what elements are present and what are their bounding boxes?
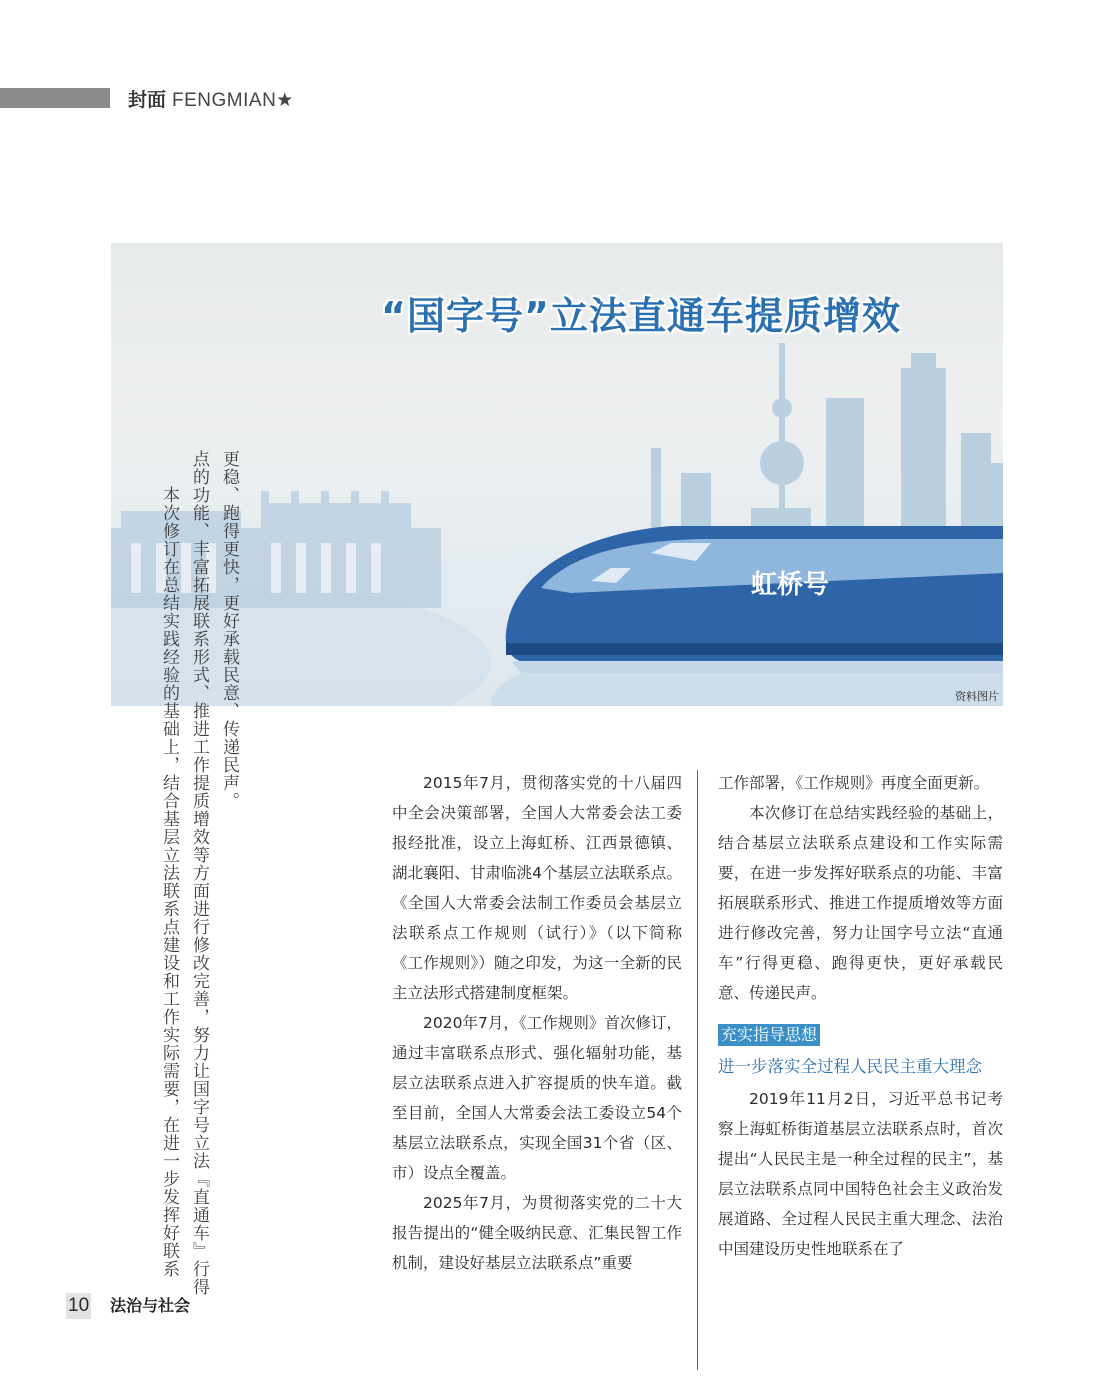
column-divider	[697, 770, 698, 1370]
paragraph: 2025年7月，为贯彻落实党的二十大报告提出的“健全吸纳民意、汇集民智工作机制，建设好基层立法联系点”重要	[392, 1194, 682, 1272]
section-title: 进一步落实全过程人民民主重大理念	[718, 1057, 982, 1076]
summary-line-3: 更稳、跑得更快，更好承载民意、传递民声。	[219, 450, 239, 810]
body-column-2	[718, 768, 1003, 1264]
cover-illustration	[111, 243, 1003, 706]
paragraph-continued: 工作部署，《工作规则》再度全面更新。	[718, 774, 990, 792]
journal-name: 法治与社会	[110, 1296, 191, 1315]
body-column-1	[392, 768, 682, 1278]
paragraph: 2019年11月2日，习近平总书记考察上海虹桥街道基层立法联系点时，首次提出“人民民主是一种全过程的民主”，基层立法联系点同中国特色社会主义政治发展道路、全过程人民民主重大理念、法治中国建设历史性地联系在了	[718, 1090, 1003, 1258]
paragraph: 2020年7月，《工作规则》首次修订，通过丰富联系点形式、强化辐射功能，基层立法联系点进入扩容提质的快车道。截至目前，全国人大常委会法工委设立54个基层立法联系点，实现全国31个省（区、市）设点全覆盖。	[392, 1014, 682, 1182]
summary-line-2: 点的功能、丰富拓展联系形式、推进工作提质增效等方面进行修改完善，努力让国字号立法『直通车』行得	[189, 450, 209, 1296]
summary-line-1: 本次修订在总结实践经验的基础上，结合基层立法联系点建设和工作实际需要，在进一步发挥好联系	[159, 486, 179, 1278]
page-number: 10	[66, 1293, 91, 1319]
header-bar	[0, 88, 110, 108]
paragraph: 本次修订在总结实践经验的基础上，结合基层立法联系点建设和工作实际需要，在进一步发挥好联系点的功能、丰富拓展联系形式、推进工作提质增效等方面进行修改完善，努力让国字号立法“直通车”行得更稳、跑得更快，更好承载民意、传递民声。	[718, 804, 1003, 1002]
cover-title: “国字号”立法直通车提质增效	[381, 294, 901, 338]
image-credit: 资料图片	[955, 690, 999, 703]
paragraph: 2015年7月，贯彻落实党的十八届四中全会决策部署，全国人大常委会法工委报经批准，设立上海虹桥、江西景德镇、湖北襄阳、甘肃临洮4个基层立法联系点。《全国人大常委会法制工作委员会基层立法联系点工作规则（试行）》（以下简称《工作规则》）随之印发，为这一全新的民主立法形式搭建制度框架。	[392, 774, 682, 1002]
section-header	[128, 88, 294, 113]
section-tag: 充实指导思想	[718, 1024, 820, 1046]
train-label: 虹桥号	[751, 570, 830, 600]
section-name-cn: 封面	[128, 89, 167, 111]
section-name-en: FENGMIAN★	[172, 90, 294, 111]
